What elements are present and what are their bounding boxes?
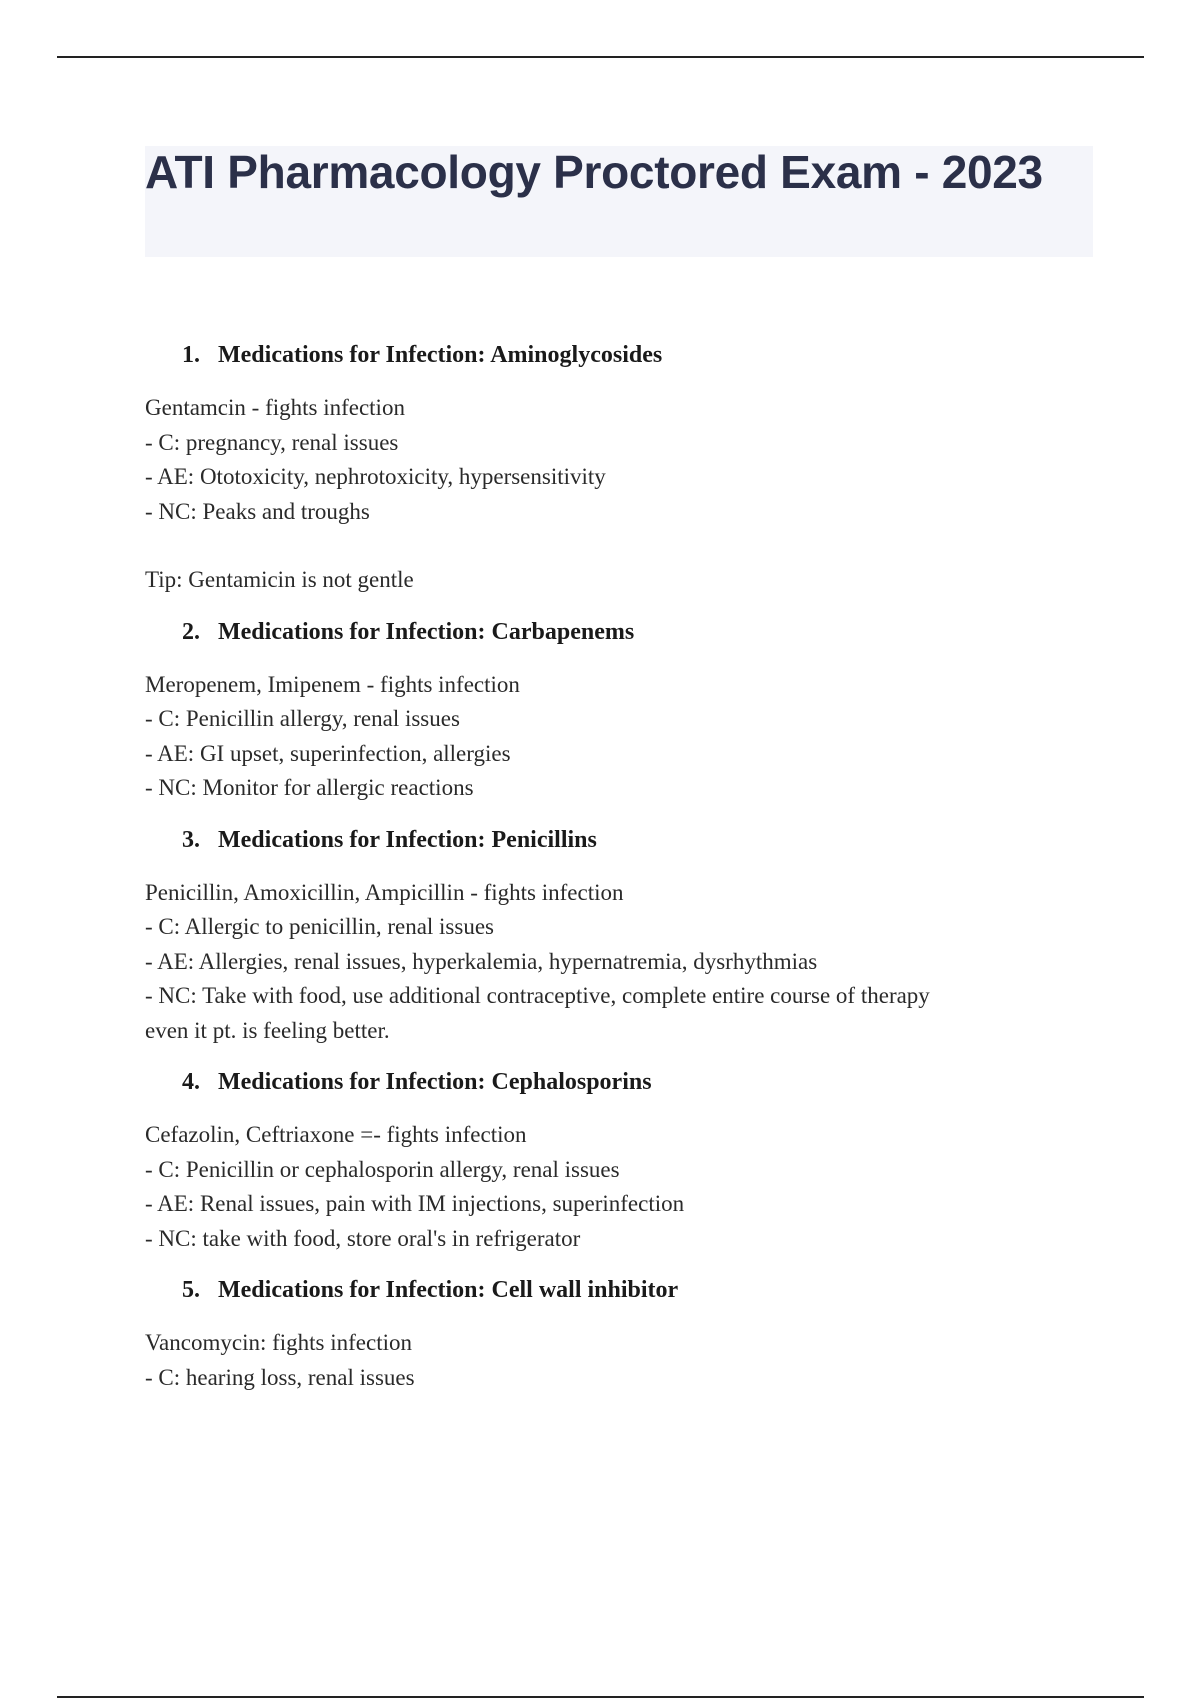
body-line: - AE: Allergies, renal issues, hyperkalemia, hypernatremia, dysrhythmias [145,948,818,974]
section-number: 5. [182,1277,200,1303]
body-line: - AE: Ototoxicity, nephrotoxicity, hypersensitivity [145,464,606,489]
section-body [145,1118,1105,1256]
section-title: Medications for Infection: Carbapenems [218,618,635,645]
body-line: - C: hearing loss, renal issues [145,1364,415,1390]
section-cephalosporins [145,1067,1105,1256]
body-line: - NC: Take with food, use additional contraceptive, complete entire course of therapy [145,983,930,1008]
page-title: ATI Pharmacology Proctored Exam - 2023 [145,146,1043,198]
section-heading [145,617,1105,647]
body-line: - C: Penicillin or cephalosporin allergy, renal issues [145,1156,620,1182]
body-line: - C: pregnancy, renal issues [145,429,399,455]
body-line: - C: Penicillin allergy, renal issues [145,706,460,731]
section-title: Medications for Infection: Cephalosporins [218,1069,652,1095]
section-heading [145,1275,1105,1305]
section-aminoglycosides [145,340,1105,598]
section-number: 3. [182,826,200,853]
body-line: - NC: take with food, store oral's in refrigerator [145,1225,581,1251]
body-line: - AE: GI upset, superinfection, allergies [145,740,511,766]
body-line: - C: Allergic to penicillin, renal issues [145,914,494,939]
section-heading [145,1067,1105,1097]
body-line: Gentamcin - fights infection [145,395,405,420]
bottom-rule [57,1696,1144,1698]
body-line: Cefazolin, Ceftriaxone =- fights infection [145,1122,527,1147]
body-line: - NC: Monitor for allergic reactions [145,775,474,800]
section-heading [145,340,1105,370]
body-line: Meropenem, Imipenem - fights infection [145,671,520,697]
top-rule [57,56,1144,58]
section-body [145,391,1105,598]
section-number: 1. [182,342,200,368]
section-number: 2. [182,618,200,645]
section-heading [145,825,1105,855]
section-title: Medications for Infection: Aminoglycosides [218,342,663,368]
body-line: Penicillin, Amoxicillin, Ampicillin - fights infection [145,879,624,905]
document-content [145,340,1105,1395]
body-line: Vancomycin: fights infection [145,1330,412,1355]
tip-line: Tip: Gentamicin is not gentle [145,567,414,592]
section-carbapenems [145,617,1105,806]
body-line: even it pt. is feeling better. [145,1017,390,1043]
section-body [145,876,1105,1049]
section-penicillins [145,825,1105,1049]
section-number: 4. [182,1069,200,1095]
section-body [145,668,1105,806]
body-line: - AE: Renal issues, pain with IM injections, superinfection [145,1191,685,1216]
section-body [145,1326,1105,1395]
body-line: - NC: Peaks and troughs [145,498,370,524]
section-title: Medications for Infection: Penicillins [218,826,597,853]
section-cell-wall-inhibitor [145,1275,1105,1395]
section-title: Medications for Infection: Cell wall inhibitor [218,1277,679,1303]
